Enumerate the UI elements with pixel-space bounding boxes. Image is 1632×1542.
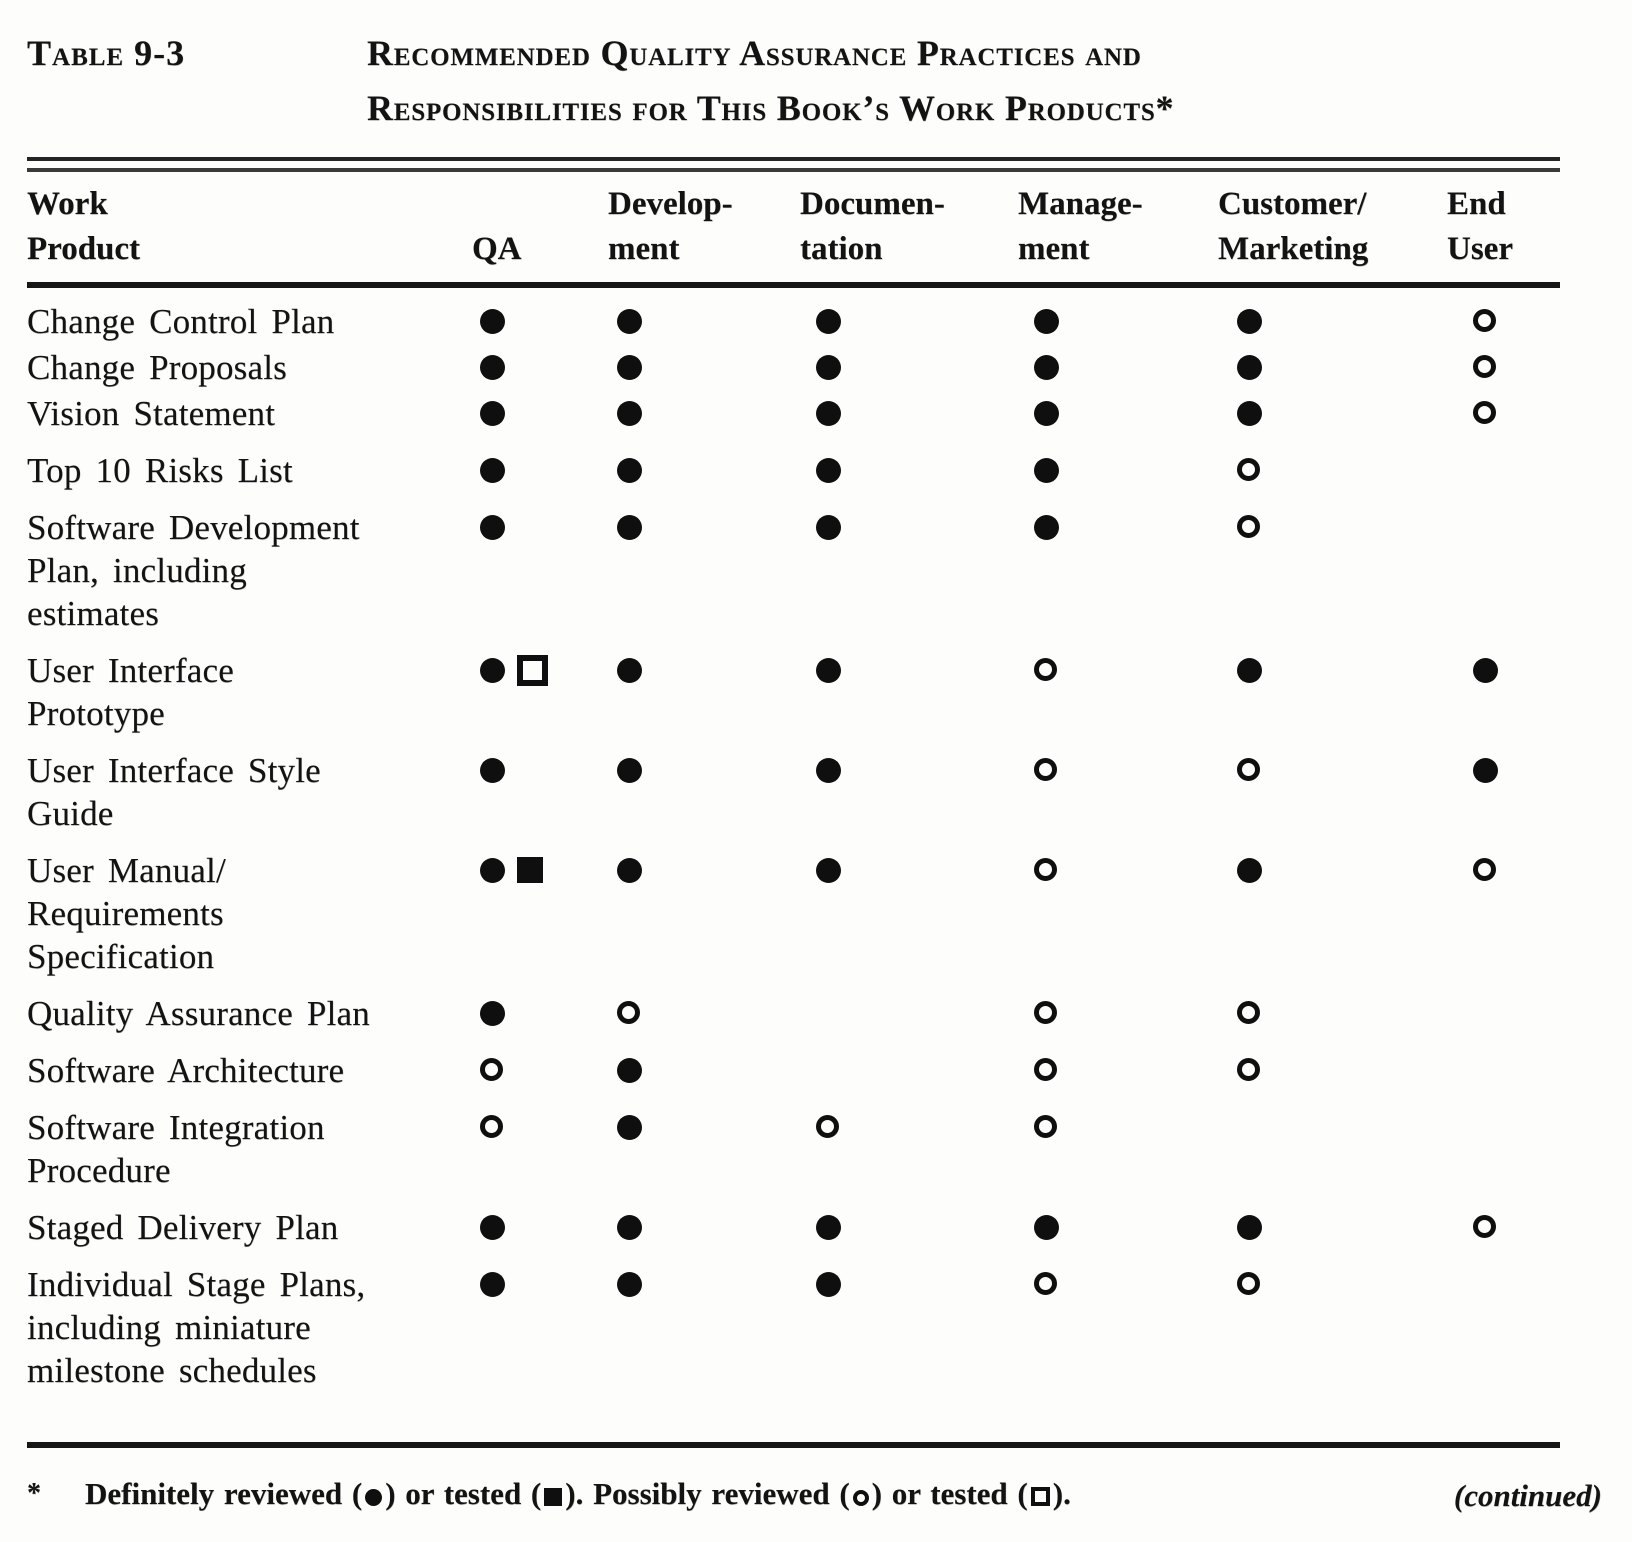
marker-cell-documentation xyxy=(790,1206,1000,1249)
open-circle-icon xyxy=(1237,1272,1260,1295)
marker-cell-development xyxy=(595,992,790,1035)
column-header-line: tation xyxy=(800,231,883,267)
filled-circle-icon xyxy=(617,458,642,483)
work-product-label-line: Software Development xyxy=(27,508,360,547)
marker-cell-end-user xyxy=(1435,346,1605,389)
work-product-label xyxy=(27,1106,450,1192)
open-circle-icon xyxy=(480,1115,503,1138)
marker-cell-development xyxy=(595,1206,790,1249)
marker-cell-development xyxy=(595,749,790,835)
filled-circle-icon xyxy=(816,1272,841,1297)
filled-circle-icon xyxy=(480,515,505,540)
marker-cell-qa xyxy=(450,649,595,735)
work-product-label xyxy=(27,449,450,492)
table-row xyxy=(27,449,1605,492)
marker-cell-customer-marketing xyxy=(1215,1049,1435,1092)
marker-cell-development xyxy=(595,849,790,978)
work-product-label xyxy=(27,749,450,835)
marker-cell-management xyxy=(1000,1106,1215,1192)
marker-cell-qa xyxy=(450,1206,595,1249)
marker-cell-customer-marketing xyxy=(1215,300,1435,343)
column-header-line: User xyxy=(1447,231,1513,267)
open-circle-icon xyxy=(1473,355,1496,378)
filled-circle-icon xyxy=(816,858,841,883)
marker-cell-development xyxy=(595,506,790,635)
marker-cell-documentation xyxy=(790,346,1000,389)
continued-note: (continued) xyxy=(1453,1478,1602,1513)
filled-circle-icon xyxy=(816,458,841,483)
marker-cell-documentation xyxy=(790,300,1000,343)
marker-cell-customer-marketing xyxy=(1215,506,1435,635)
marker-cell-end-user xyxy=(1435,1106,1605,1192)
table-row xyxy=(27,849,1605,978)
table-header-row xyxy=(27,182,1605,282)
open-circle-icon xyxy=(853,1490,869,1506)
filled-circle-icon xyxy=(1237,355,1262,380)
marker-cell-development xyxy=(595,1049,790,1092)
work-product-label-line: Staged Delivery Plan xyxy=(27,1208,339,1247)
column-header-line: ment xyxy=(608,231,680,267)
marker-cell-management xyxy=(1000,1263,1215,1392)
marker-cell-management xyxy=(1000,392,1215,435)
marker-cell-documentation xyxy=(790,506,1000,635)
table-caption xyxy=(27,26,1605,136)
marker-cell-qa xyxy=(450,506,595,635)
work-product-label xyxy=(27,1049,450,1092)
work-product-label-line: Software Integration xyxy=(27,1108,325,1147)
open-circle-icon xyxy=(1034,858,1057,881)
marker-cell-customer-marketing xyxy=(1215,649,1435,735)
table-title xyxy=(367,26,1174,136)
footnote xyxy=(27,1474,1605,1514)
work-product-label-line: Quality Assurance Plan xyxy=(27,994,370,1033)
marker-cell-end-user xyxy=(1435,849,1605,978)
filled-circle-icon xyxy=(1237,1215,1262,1240)
open-circle-icon xyxy=(1473,309,1496,332)
work-product-label-line: Procedure xyxy=(27,1151,171,1190)
filled-circle-icon xyxy=(480,401,505,426)
filled-circle-icon xyxy=(617,309,642,334)
marker-cell-qa xyxy=(450,749,595,835)
table-row xyxy=(27,300,1605,343)
filled-circle-icon xyxy=(1237,858,1262,883)
filled-circle-icon xyxy=(617,758,642,783)
table-row xyxy=(27,1106,1605,1192)
marker-cell-documentation xyxy=(790,1049,1000,1092)
open-circle-icon xyxy=(1034,1058,1057,1081)
marker-cell-management xyxy=(1000,300,1215,343)
filled-circle-icon xyxy=(480,858,505,883)
table-row xyxy=(27,1263,1605,1392)
column-header-line: ment xyxy=(1018,231,1090,267)
work-product-label xyxy=(27,346,450,389)
open-circle-icon xyxy=(1473,1215,1496,1238)
work-product-label-line: Top 10 Risks List xyxy=(27,451,293,490)
marker-cell-qa xyxy=(450,1263,595,1392)
open-circle-icon xyxy=(1237,1001,1260,1024)
filled-circle-icon xyxy=(617,1272,642,1297)
table-number: Table 9-3 xyxy=(27,33,186,73)
marker-cell-management xyxy=(1000,649,1215,735)
marker-cell-documentation xyxy=(790,392,1000,435)
marker-cell-end-user xyxy=(1435,300,1605,343)
column-header-management xyxy=(1000,182,1215,272)
marker-cell-qa xyxy=(450,849,595,978)
column-header-qa xyxy=(450,182,595,272)
marker-cell-customer-marketing xyxy=(1215,392,1435,435)
work-product-label xyxy=(27,300,450,343)
marker-cell-end-user xyxy=(1435,449,1605,492)
marker-cell-end-user xyxy=(1435,992,1605,1035)
open-square-icon xyxy=(517,655,548,686)
bottom-rule xyxy=(27,1442,1560,1448)
table-row xyxy=(27,392,1605,435)
marker-cell-development xyxy=(595,1106,790,1192)
table-title-line1: Recommended Quality Assurance Practices and xyxy=(367,33,1142,73)
marker-cell-qa xyxy=(450,392,595,435)
open-circle-icon xyxy=(617,1001,640,1024)
filled-circle-icon xyxy=(816,309,841,334)
filled-circle-icon xyxy=(1034,515,1059,540)
filled-circle-icon xyxy=(365,1489,382,1506)
filled-circle-icon xyxy=(617,401,642,426)
work-product-label-line: estimates xyxy=(27,594,160,633)
filled-circle-icon xyxy=(617,1058,642,1083)
filled-circle-icon xyxy=(480,355,505,380)
work-product-label-line: Specification xyxy=(27,937,215,976)
table-title-line2: Responsibilities for This Book’s Work Products* xyxy=(367,88,1175,128)
open-circle-icon xyxy=(1237,458,1260,481)
filled-circle-icon xyxy=(617,658,642,683)
column-header-line: QA xyxy=(472,231,522,267)
marker-cell-development xyxy=(595,392,790,435)
marker-cell-management xyxy=(1000,992,1215,1035)
marker-cell-end-user xyxy=(1435,392,1605,435)
filled-circle-icon xyxy=(617,1115,642,1140)
footnote-asterisk: * xyxy=(27,1478,41,1509)
column-header-documentation xyxy=(790,182,1000,272)
marker-cell-customer-marketing xyxy=(1215,1263,1435,1392)
work-product-label-line: Requirements xyxy=(27,894,224,933)
marker-cell-end-user xyxy=(1435,1049,1605,1092)
marker-cell-management xyxy=(1000,449,1215,492)
marker-cell-documentation xyxy=(790,992,1000,1035)
work-product-label-line: milestone schedules xyxy=(27,1351,317,1390)
column-header-line: Documen- xyxy=(800,186,945,222)
filled-circle-icon xyxy=(480,1215,505,1240)
open-circle-icon xyxy=(816,1115,839,1138)
footnote-text: Definitely reviewed ( ) or tested ( ). Possibly reviewed ( ) or tested ( ). xyxy=(85,1476,1071,1511)
marker-cell-customer-marketing xyxy=(1215,346,1435,389)
filled-circle-icon xyxy=(480,758,505,783)
filled-circle-icon xyxy=(617,1215,642,1240)
marker-cell-development xyxy=(595,1263,790,1392)
work-product-label-line: Individual Stage Plans, xyxy=(27,1265,366,1304)
marker-cell-management xyxy=(1000,346,1215,389)
work-product-label xyxy=(27,849,450,978)
filled-circle-icon xyxy=(1034,401,1059,426)
marker-cell-management xyxy=(1000,1206,1215,1249)
marker-cell-customer-marketing xyxy=(1215,849,1435,978)
open-circle-icon xyxy=(1034,1272,1057,1295)
open-circle-icon xyxy=(1034,758,1057,781)
filled-circle-icon xyxy=(617,515,642,540)
column-header-line: Marketing xyxy=(1218,231,1369,267)
filled-circle-icon xyxy=(816,355,841,380)
marker-cell-end-user xyxy=(1435,1206,1605,1249)
column-header-line: Product xyxy=(27,231,141,267)
marker-cell-customer-marketing xyxy=(1215,992,1435,1035)
filled-circle-icon xyxy=(1473,658,1498,683)
work-product-label-line: Vision Statement xyxy=(27,394,276,433)
table-row xyxy=(27,506,1605,635)
marker-cell-development xyxy=(595,449,790,492)
table-row xyxy=(27,749,1605,835)
work-product-label xyxy=(27,649,450,735)
marker-cell-qa xyxy=(450,346,595,389)
work-product-label-line: User Interface xyxy=(27,651,234,690)
table-row xyxy=(27,1206,1605,1249)
filled-circle-icon xyxy=(816,401,841,426)
filled-circle-icon xyxy=(1034,458,1059,483)
filled-circle-icon xyxy=(617,355,642,380)
filled-circle-icon xyxy=(1237,401,1262,426)
open-circle-icon xyxy=(1034,658,1057,681)
marker-cell-management xyxy=(1000,749,1215,835)
filled-circle-icon xyxy=(480,1001,505,1026)
filled-circle-icon xyxy=(480,1272,505,1297)
open-circle-icon xyxy=(1237,1058,1260,1081)
filled-circle-icon xyxy=(816,515,841,540)
marker-cell-qa xyxy=(450,1106,595,1192)
table-row xyxy=(27,992,1605,1035)
filled-circle-icon xyxy=(480,458,505,483)
table-row xyxy=(27,649,1605,735)
filled-circle-icon xyxy=(1034,355,1059,380)
column-header-customer-marketing xyxy=(1215,182,1435,272)
marker-cell-end-user xyxy=(1435,749,1605,835)
filled-circle-icon xyxy=(1034,1215,1059,1240)
work-product-label-line: Change Control Plan xyxy=(27,302,335,341)
filled-circle-icon xyxy=(1473,758,1498,783)
marker-cell-documentation xyxy=(790,749,1000,835)
table-row xyxy=(27,1049,1605,1092)
marker-cell-development xyxy=(595,649,790,735)
marker-cell-management xyxy=(1000,1049,1215,1092)
marker-cell-customer-marketing xyxy=(1215,1106,1435,1192)
filled-circle-icon xyxy=(480,658,505,683)
column-header-development xyxy=(595,182,790,272)
filled-circle-icon xyxy=(816,758,841,783)
filled-circle-icon xyxy=(1237,309,1262,334)
marker-cell-customer-marketing xyxy=(1215,749,1435,835)
work-product-label xyxy=(27,392,450,435)
open-circle-icon xyxy=(1034,1001,1057,1024)
filled-circle-icon xyxy=(1237,658,1262,683)
marker-cell-end-user xyxy=(1435,1263,1605,1392)
open-square-icon xyxy=(1031,1487,1050,1506)
column-header-line: End xyxy=(1447,186,1506,222)
marker-cell-development xyxy=(595,346,790,389)
filled-circle-icon xyxy=(617,858,642,883)
marker-cell-management xyxy=(1000,849,1215,978)
top-double-rule xyxy=(27,157,1560,172)
column-header-line: Develop- xyxy=(608,186,733,222)
work-product-label xyxy=(27,1263,450,1392)
filled-square-icon xyxy=(517,857,543,883)
marker-cell-qa xyxy=(450,992,595,1035)
open-circle-icon xyxy=(1473,858,1496,881)
column-header-line: Manage- xyxy=(1018,186,1143,222)
filled-circle-icon xyxy=(480,309,505,334)
marker-cell-management xyxy=(1000,506,1215,635)
work-product-label-line: Prototype xyxy=(27,694,165,733)
work-product-label-line: including miniature xyxy=(27,1308,311,1347)
column-header-line: Customer/ xyxy=(1218,186,1367,222)
table-body xyxy=(27,288,1605,1392)
open-circle-icon xyxy=(1237,758,1260,781)
column-header-line: Work xyxy=(27,186,108,222)
work-product-label-line: Change Proposals xyxy=(27,348,287,387)
work-product-label-line: User Interface Style xyxy=(27,751,321,790)
open-circle-icon xyxy=(1034,1115,1057,1138)
marker-cell-qa xyxy=(450,449,595,492)
work-product-label-line: User Manual/ xyxy=(27,851,226,890)
work-product-label-line: Software Architecture xyxy=(27,1051,345,1090)
filled-circle-icon xyxy=(1034,309,1059,334)
marker-cell-customer-marketing xyxy=(1215,1206,1435,1249)
marker-cell-customer-marketing xyxy=(1215,449,1435,492)
work-product-label xyxy=(27,506,450,635)
filled-circle-icon xyxy=(816,658,841,683)
open-circle-icon xyxy=(1237,515,1260,538)
column-header-work-product xyxy=(27,182,450,272)
filled-square-icon xyxy=(544,1488,562,1506)
marker-cell-documentation xyxy=(790,649,1000,735)
open-circle-icon xyxy=(1473,401,1496,424)
column-header-end-user xyxy=(1435,182,1605,272)
marker-cell-documentation xyxy=(790,1263,1000,1392)
work-product-label xyxy=(27,1206,450,1249)
marker-cell-qa xyxy=(450,1049,595,1092)
marker-cell-end-user xyxy=(1435,649,1605,735)
marker-cell-development xyxy=(595,300,790,343)
filled-circle-icon xyxy=(816,1215,841,1240)
table-row xyxy=(27,346,1605,389)
work-product-label-line: Guide xyxy=(27,794,114,833)
marker-cell-end-user xyxy=(1435,506,1605,635)
marker-cell-documentation xyxy=(790,1106,1000,1192)
marker-cell-qa xyxy=(450,300,595,343)
marker-cell-documentation xyxy=(790,849,1000,978)
open-circle-icon xyxy=(480,1058,503,1081)
marker-cell-documentation xyxy=(790,449,1000,492)
work-product-label xyxy=(27,992,450,1035)
work-product-label-line: Plan, including xyxy=(27,551,247,590)
